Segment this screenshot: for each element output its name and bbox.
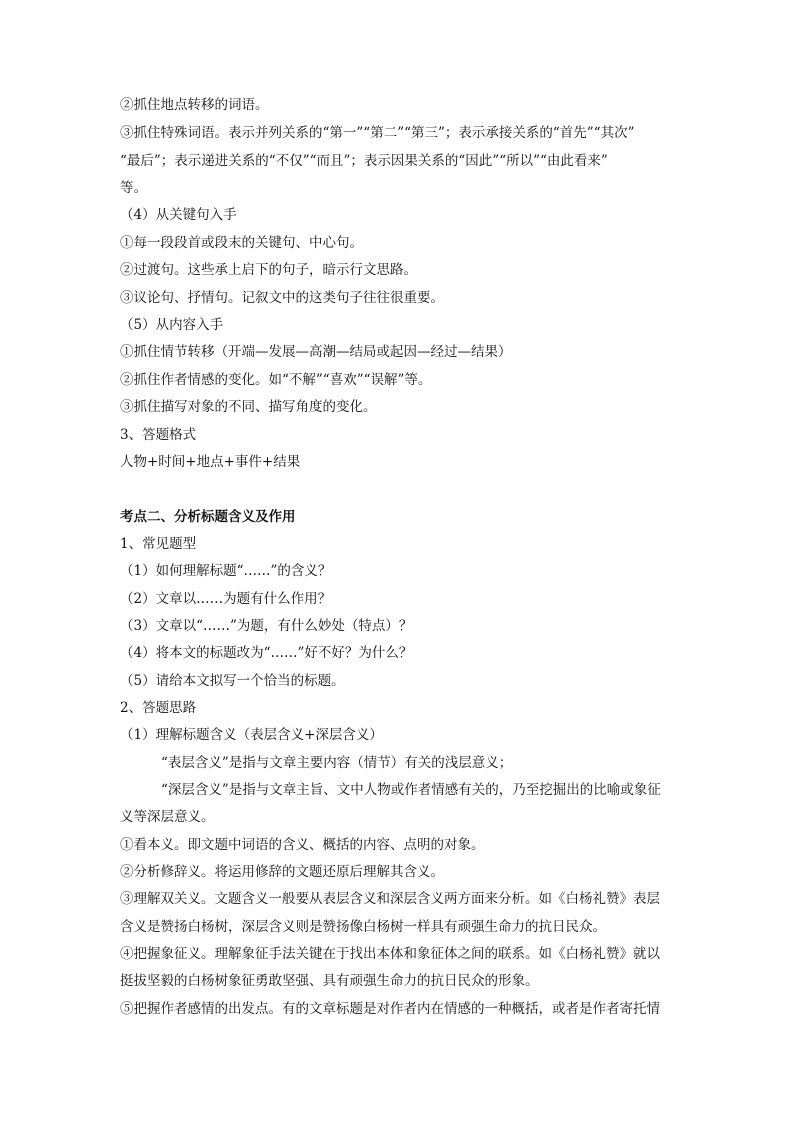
text-line: ②过渡句。这些承上启下的句子，暗示行文思路。 (120, 262, 417, 278)
subheading: 2、答题思路 (120, 700, 197, 716)
text-line: ③抓住描写对象的不同、描写角度的变化。 (120, 399, 377, 415)
subheading: （1）理解标题含义（表层含义+深层含义） (120, 727, 383, 743)
text-line: 等。 (120, 180, 147, 196)
text-line: 含义是赞扬白杨树，深层含义则是赞扬像白杨树一样具有顽强生命力的抗日民众。 (120, 919, 606, 935)
text-line: “最后”；表示递进关系的“不仅”“而且”；表示因果关系的“因此”“所以”“由此看来” (120, 153, 608, 169)
subheading: （4）从关键句入手 (120, 207, 237, 223)
text-line: “深层含义”是指与文章主旨、文中人物或作者情感有关的，乃至挖掘出的比喻或象征 (161, 782, 661, 798)
text-line: 义等深层意义。 (120, 809, 215, 825)
section-heading: 考点二、分析标题含义及作用 (120, 509, 296, 525)
text-line: ⑤把握作者感情的出发点。有的文章标题是对作者内在情感的一种概括，或者是作者寄托情 (120, 1001, 660, 1017)
text-line: ①抓住情节转移（开端—发展—高潮—结局或起因—经过—结果） (120, 344, 512, 360)
list-item: （2）文章以……为题有什么作用？ (120, 591, 332, 607)
text-line: “表层含义”是指与文章主要内容（情节）有关的浅层意义； (161, 755, 513, 771)
subheading: 3、答题格式 (120, 427, 197, 443)
list-item: （5）请给本文拟写一个恰当的标题。 (120, 673, 345, 689)
text-line: ③抓住特殊词语。表示并列关系的“第一”“第二”“第三”；表示承接关系的“首先”“其次” (120, 125, 635, 141)
text-line: ②分析修辞义。将运用修辞的文题还原后理解其含义。 (120, 864, 444, 880)
text-line: 挺拔坚毅的白杨树象征勇敢坚强、具有顽强生命力的抗日民众的形象。 (120, 973, 539, 989)
text-line: ②抓住地点转移的词语。 (120, 97, 269, 113)
text-line: ③理解双关义。文题含义一般要从表层含义和深层含义两方面来分析。如《白杨礼赞》表层 (120, 891, 660, 907)
text-line: ①看本义。即文题中词语的含义、概括的内容、点明的对象。 (120, 837, 485, 853)
list-item: （3）文章以“……”为题，有什么妙处（特点）？ (120, 618, 413, 634)
list-item: （4）将本文的标题改为“……”好不好？为什么？ (120, 645, 413, 661)
subheading: （5）从内容入手 (120, 317, 224, 333)
text-line: ②抓住作者情感的变化。如“不解”“喜欢”“误解”等。 (120, 372, 432, 388)
text-line: 人物+时间+地点+事件+结果 (120, 454, 301, 470)
text-line: ③议论句、抒情句。记叙文中的这类句子往往很重要。 (120, 290, 444, 306)
text-line: ④把握象征义。理解象征手法关键在于找出本体和象征体之间的联系。如《白杨礼赞》就以 (120, 946, 660, 962)
text-line: ①每一段段首或段末的关键句、中心句。 (120, 235, 363, 251)
list-item: （1）如何理解标题“……”的含义？ (120, 563, 332, 579)
subheading: 1、常见题型 (120, 536, 197, 552)
